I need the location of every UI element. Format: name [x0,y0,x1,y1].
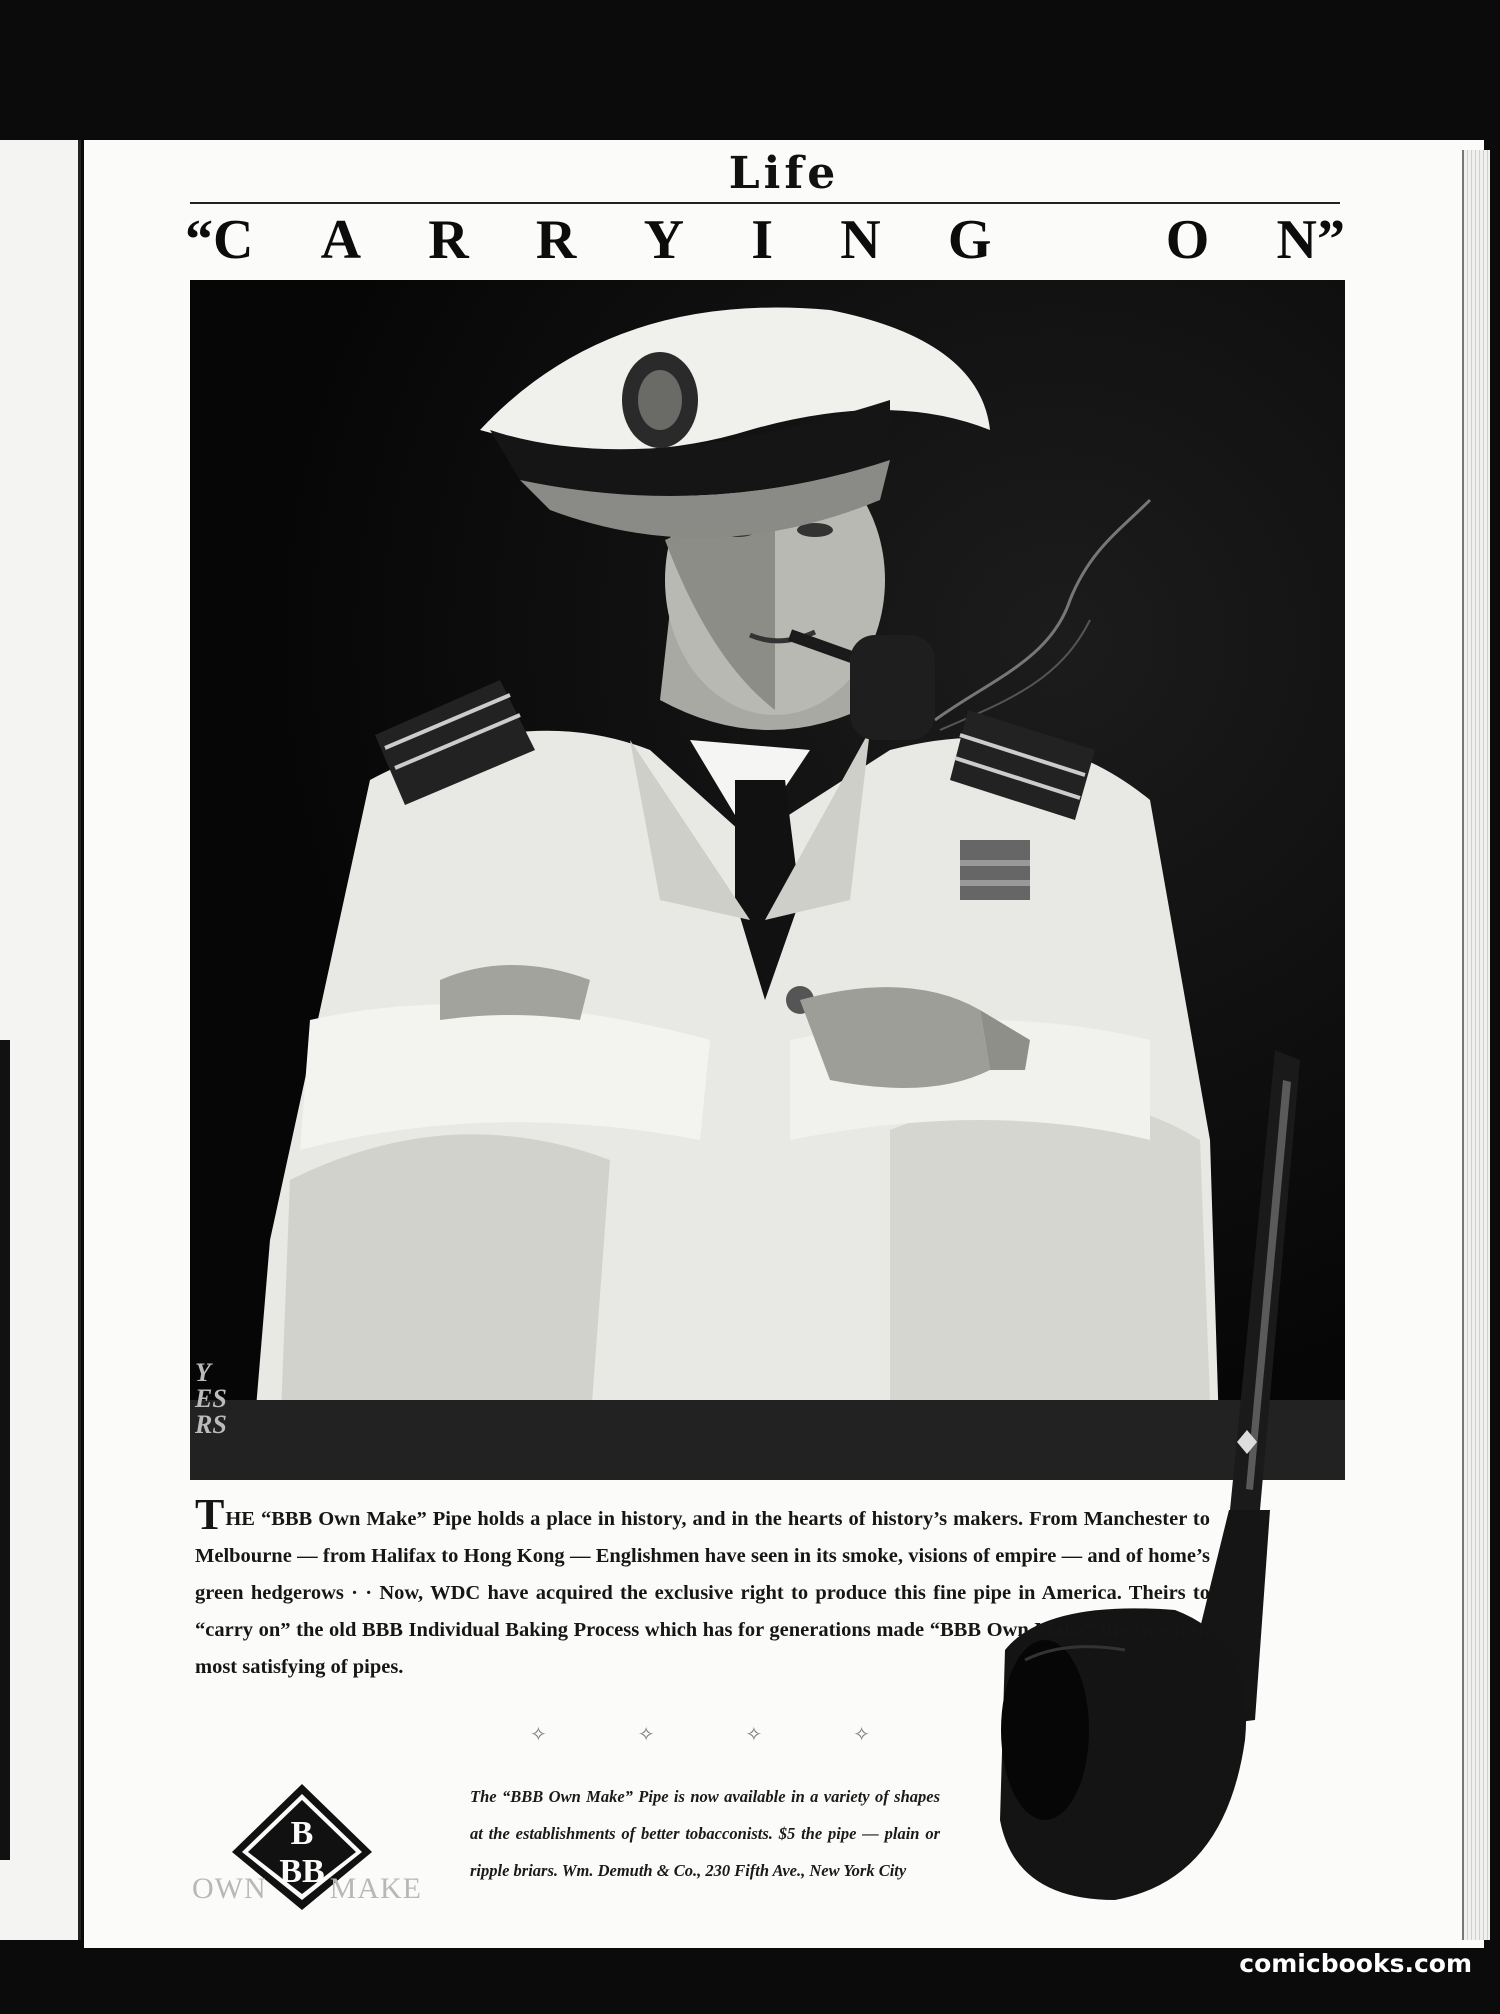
logo-caption-right: MAKE [329,1872,422,1905]
logo-caption-left: OWN [192,1872,267,1905]
headline-letter: O [1165,209,1210,271]
previous-page-edge [0,140,81,1940]
site-watermark: comicbooks.com [1239,1949,1472,1978]
signature-line: ES [195,1384,227,1413]
ornament-row [530,1722,870,1747]
logo-bottom-letters: BB [279,1853,325,1890]
ad-body-copy [195,1490,1210,1686]
tobacco-pipe-icon [985,1040,1345,1920]
headline-letter: “C [185,209,254,271]
headline-letter: R [428,209,469,271]
headline-letter: G [947,209,992,271]
magazine-masthead: Life [728,148,840,199]
drop-cap: T [195,1490,225,1539]
headline-letter: I [751,209,773,271]
masthead-rule [190,202,1340,204]
page-stack-edge [1462,150,1490,1940]
ornament-icon: ✧ [853,1724,870,1746]
availability-notice: The “BBB Own Make” Pipe is now available in a variety of shapes at the establishments of better tobacconists. $5 the pipe — plain or ripple briars. Wm. Demuth & Co., 230 Fifth Ave., New York City [470,1787,940,1880]
body-text: HE “BBB Own Make” Pipe holds a place in history, and in the hearts of history’s makers. From Manchester to Melbourne — from Halifax to Hong Kong — Englishmen have seen in its smoke, visions of empire — and of home’s green hedgerows · · Now, WDC have acquired the exclusive right to produce this fine pipe in America. Theirs to “carry on” the old BBB Individual Baking Process which has for generations made “BBB Own Make” the sweetest, most satisfying of pipes. [195,1508,1210,1678]
logo-caption [192,1872,422,1906]
headline-letter: Y [643,209,685,271]
ornament-icon: ✧ [637,1724,655,1746]
headline-letter: A [320,209,362,271]
headline-letter: N [840,209,881,271]
ad-headline [185,205,1345,275]
ornament-icon: ✧ [745,1724,763,1746]
signature-line: RS [195,1410,227,1439]
ornament-icon: ✧ [530,1724,547,1746]
artist-signature [195,1360,227,1438]
headline-letter: N” [1276,209,1345,271]
signature-line: Y [195,1358,211,1387]
headline-letter: R [535,209,577,271]
logo-top-letter: B [290,1815,314,1852]
